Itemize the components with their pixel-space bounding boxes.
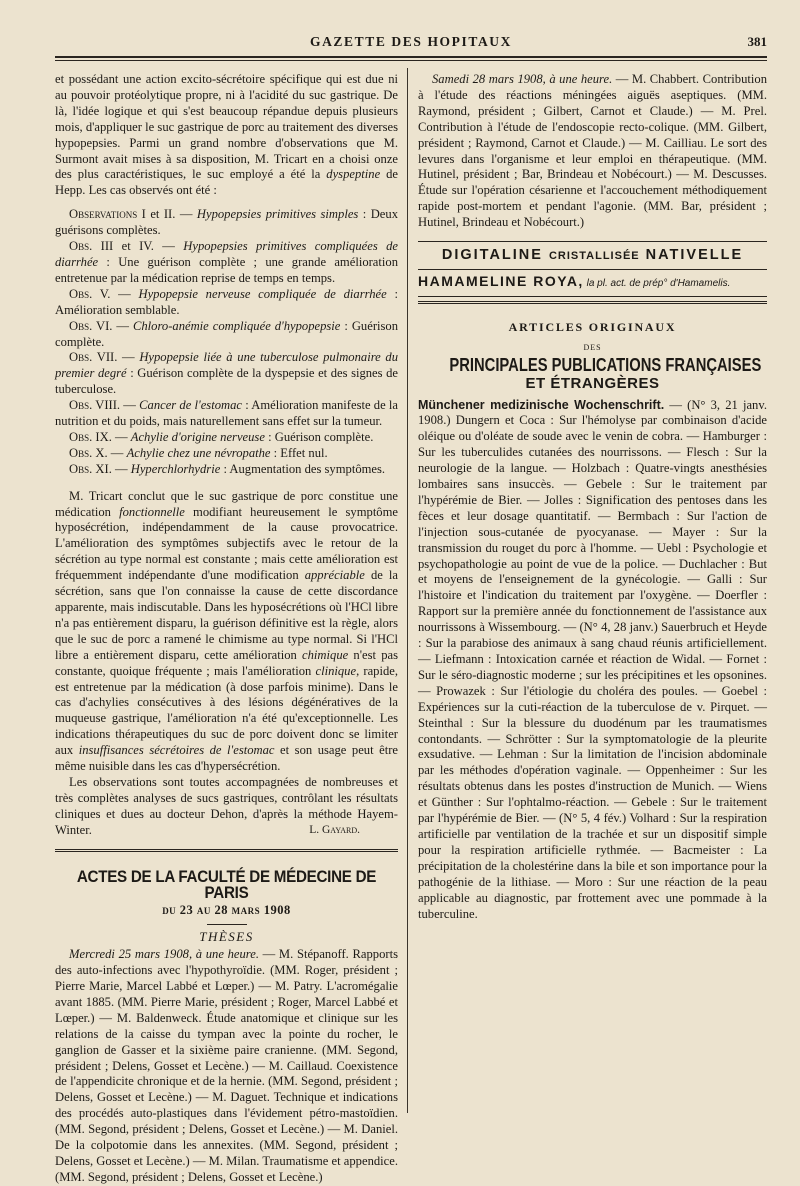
right-column (418, 72, 767, 922)
observation-item: Obs. V. — Hypopepsie nerveuse compliquée de diarrhée : Amélioration semblable. (55, 286, 398, 317)
ad-hamameline: HAMAMELINE ROYA, la pl. act. de prép° d'Hamamelis. (418, 272, 731, 289)
section-rule (418, 301, 767, 304)
ad-digitaline: DIGITALINE CRISTALLISÉE NATIVELLE (441, 247, 744, 264)
observation-item: Obs. VIII. — Cancer de l'estomac : Amélioration manifeste de la nutrition et du poids, mais naturellement sans effet sur la tumeur. (55, 398, 398, 429)
closing-paragraph: Les observations sont toutes accompagnées de nombreuses et très complètes analyses de sucs gastriques, contrôlant les résultats cliniques et dues au docteur Dehon, d'après la méthode Hayem-Winter. L. Gayard. (55, 774, 398, 837)
ad-separator (418, 269, 767, 270)
author-signature: L. Gayard. (309, 823, 360, 836)
articles-des: DES (583, 342, 602, 352)
faculte-dates: du 23 au 28 mars 1908 (162, 903, 291, 918)
observation-item: Obs. XI. — Hyperchlorhydrie : Augmentation des symptômes. (69, 461, 386, 476)
observation-item: Obs. III et IV. — Hypopepsies primitives compliquées de diarrhée : Une guérison complète ; une grande amélioration entretenue par la médication reprise de temps en temps. (55, 239, 398, 285)
page-header (55, 30, 767, 52)
theses-heading: THÈSES (199, 929, 254, 945)
left-column (55, 72, 398, 1186)
conclusion-paragraph: M. Tricart conclut que le suc gastrique de porc constitue une médication fonctionnelle modifiant heureusement le symptôme hyposécrétion, indépendamment de la cause provocatrice. L'amélioration des symptômes subjectifs avec le retour de la sécrétion au type normal est constante ; mais cette amélioration est fréquemment indépendante d'une modification appréciable de la sécrétion, sans que l'on connaisse la cause de cette discordance apparente, mais indiscutable. Dans les hyposécrétions où l'HCl libre n'a pas entièrement disparu, la guérison définitive est la règle, alors que le suc de porc a ramené le chimisme au type normal. Si l'HCl libre a entièrement disparu, cette amélioration chimique n'est pas constante, quoique fréquente ; mais l'amélioration clinique, rapide, est entretenue par la médication (à dose parfois minime). Dans le cas d'achylies consécutives à des lésions dégénératives de la muqueuse gastrique, l'amélioration n'a été qu'exceptionnelle. Les indications thérapeutiques du suc de porc doivent donc se limiter aux insuffisances sécrétoires de l'estomac et son usage peut être même nuisible dans les cas d'hypersécrétion. (55, 488, 398, 774)
page-number: 381 (747, 34, 767, 49)
observation-item: Obs. VII. — Hypopepsie liée à une tuberculose pulmonaire du premier degré : Guérison complète de la dyspepsie et des signes de tuberculose. (55, 350, 399, 397)
wednesday-theses: Mercredi 25 mars 1908, à une heure. — M. Stépanoff. Rapports des auto-infections avec l'hypothyroïdie. (MM. Roger, président ; Pierre Marie, Marcel Labbé et Lœper.) — M. Patry. L'acromégalie avant 1885. (MM. Pierre Marie, président ; Roger, Marcel Labbé et Lœper.) — M. Baldenweck. Étude anatomique et clinique sur les relations de la caisse du tympan avec la pointe du rocher, le ganglion de Gasser et la sixième paire cranienne. (MM. Segond, président ; Delens, Gosset et Lecène.) — M. Caillaud. Coexistence de l'appendicite chronique et de la hernie. (MM. Segond, président ; Delens, Gosset et Lecène.) — M. Daguet. Technique et indications des procédés auto-plastiques dans l'évidement pétro-mastoïdien. (MM. Segond, président ; Delens, Gosset et Lecène.) — M. Daniel. De la colpotomie dans les annexites. (MM. Segond, président ; Delens, Gosset et Lecène.) — M. Milan. Traumatisme et appendice. (MM. Segond, président ; Delens, Gosset et Lecène.) (55, 947, 398, 1184)
articles-title: PRINCIPALES PUBLICATIONS FRANÇAISES (449, 354, 762, 375)
journal-title: GAZETTE DES HOPITAUX (309, 34, 513, 49)
advertisement (418, 241, 767, 297)
observation-item: Observations I et II. — Hypopepsies primitives simples : Deux guérisons complètes. (55, 207, 398, 238)
column-divider (407, 68, 408, 1113)
saturday-theses: Samedi 28 mars 1908, à une heure. — M. Chabbert. Contribution à l'étude des réactions méningées aiguës aseptiques. (MM. Raymond, président ; Gilbert, Carnot et Claude.) — M. Prel. Contribution à l'étude de l'endoscopie recto-colique. (MM. Gilbert, président ; Raymond, Carnot et Claude.) — M. Cailliau. Le sort des levures dans l'organisme et leur emploi en thérapeutique. (MM. Hutinel, président ; Bar, Brindeau et Nobécourt.) — M. Descusses. Étude sur l'opération césarienne et l'accouchement méthodiquement rapide post-mortem et pendant l'agonie. (MM. Bar, président ; Hutinel, Brindeau et Nobécourt.) (418, 72, 767, 230)
faculte-title: ACTES DE LA FACULTÉ DE MÉDECINE DE PARIS (76, 867, 377, 902)
intro-paragraph: et possédant une action excito-sécrétoire spécifique qui est due ni au pouvoir protéolytique propre, ni à l'acidité du suc gastrique. De là, l'idée logique et qui s'est beaucoup répandue depuis plusieurs mois, d'appliquer le suc gastrique de porc au traitement des diverses hypopepsies. Parmi un grand nombre d'observations que M. Surmont avait mises à sa disposition, M. Tricart en a choisi onze des plus caractéristiques, le suc employé a été la dyspeptine de Hepp. Les cas observés ont été : (55, 72, 398, 198)
header-rule-thin (55, 60, 767, 61)
header-rule (55, 56, 767, 58)
short-rule (207, 924, 247, 925)
observation-item: Obs. X. — Achylie chez une névropathe : Effet nul. (69, 445, 328, 460)
journal-name: Münchener medizinische Wochenschrift. (418, 397, 665, 412)
articles-heading: ARTICLES ORIGINAUX (508, 319, 677, 334)
observation-item: Obs. VI. — Chloro-anémie compliquée d'hypopepsie : Guérison complète. (55, 318, 399, 349)
observations-list (55, 207, 398, 477)
section-rule (55, 849, 398, 852)
observation-item: Obs. IX. — Achylie d'origine nerveuse : Guérison complète. (69, 429, 374, 444)
journal-summary: Münchener medizinische Wochenschrift. — (N° 3, 21 janv. 1908.) Dungern et Coca : Sur l'hémolyse par combinaison d'acide oléique ou d'oléate de soude avec le venin de cobra. — Hamburger : Sur les tuberculides cutanées des nourrissons. — Flesch : Sur la neurologie de la langue. — Holzbach : Quatre-vingts anesthésies lombaires sans insuccès. — Gebele : Sur le traitement par l'hypérémie de Bier. — Jolles : Signification des pentoses dans les fèces et leur dosage quantitatif. — Bermbach : Sur l'action de l'injection sous-cutanée de pyocyanase. — Mayer : Sur la transmission du rouget du porc à l'homme. — Uebl : Psychologie et psychopathologie au point de vue de la police. — Duchlacher : But et moyens de l'enseignement de la gynécologie. — Galli : Sur l'histoire et l'indication du traitement par l'oxygène. — Doerfler : Rapport sur la première année du fonctionnement de l'assistance aux nourrissons à Wissembourg. — (N° 4, 28 janv.) Sauerbruch et Heyde : Sur la parabiose des animaux à sang chaud réunis artificiellement. — Liefmann : Intoxication carnée et réaction de Widal. — Fornet : Sur le séro-diagnostic moderne ; sur les précipitines et les opsonines. — Prowazek : Sur l'étiologie du choléra des poules. — Goebel : Expériences sur la cuti-réaction de la tuberculose de v. Pirquet. — Steinthal : Sur la blessure du duodénum par les traumatismes contondants. — Schrötter : Sur la symptomatologie de la pleurite exsudative. — Lehman : Sur la limitation de l'incision abdominale par les méthodes d'opération vaginale. — Oppenheimer : Sur les résultats obtenus dans les postes d'instruction de Munich. — Wiens et Günther : Sur l'ophtalmo-réaction. — Gebele : Sur le traitement par l'hypérémie de Bier. — (N° 5, 4 fév.) Volhard : Sur la respiration artificielle par ventilation de la trachée et sur un dispositif simple pour la respiration artificielle rythmée. — Bacmeister : La précipitation de la cholestérine dans la bile et son importance pour la pathogénie de la lithiase. — Moro : Sur une réaction de la peau applicable au diagnostic, par frottement avec une pommade à la tuberculine. (418, 397, 767, 921)
articles-subtitle: ET ÉTRANGÈRES (525, 374, 660, 392)
